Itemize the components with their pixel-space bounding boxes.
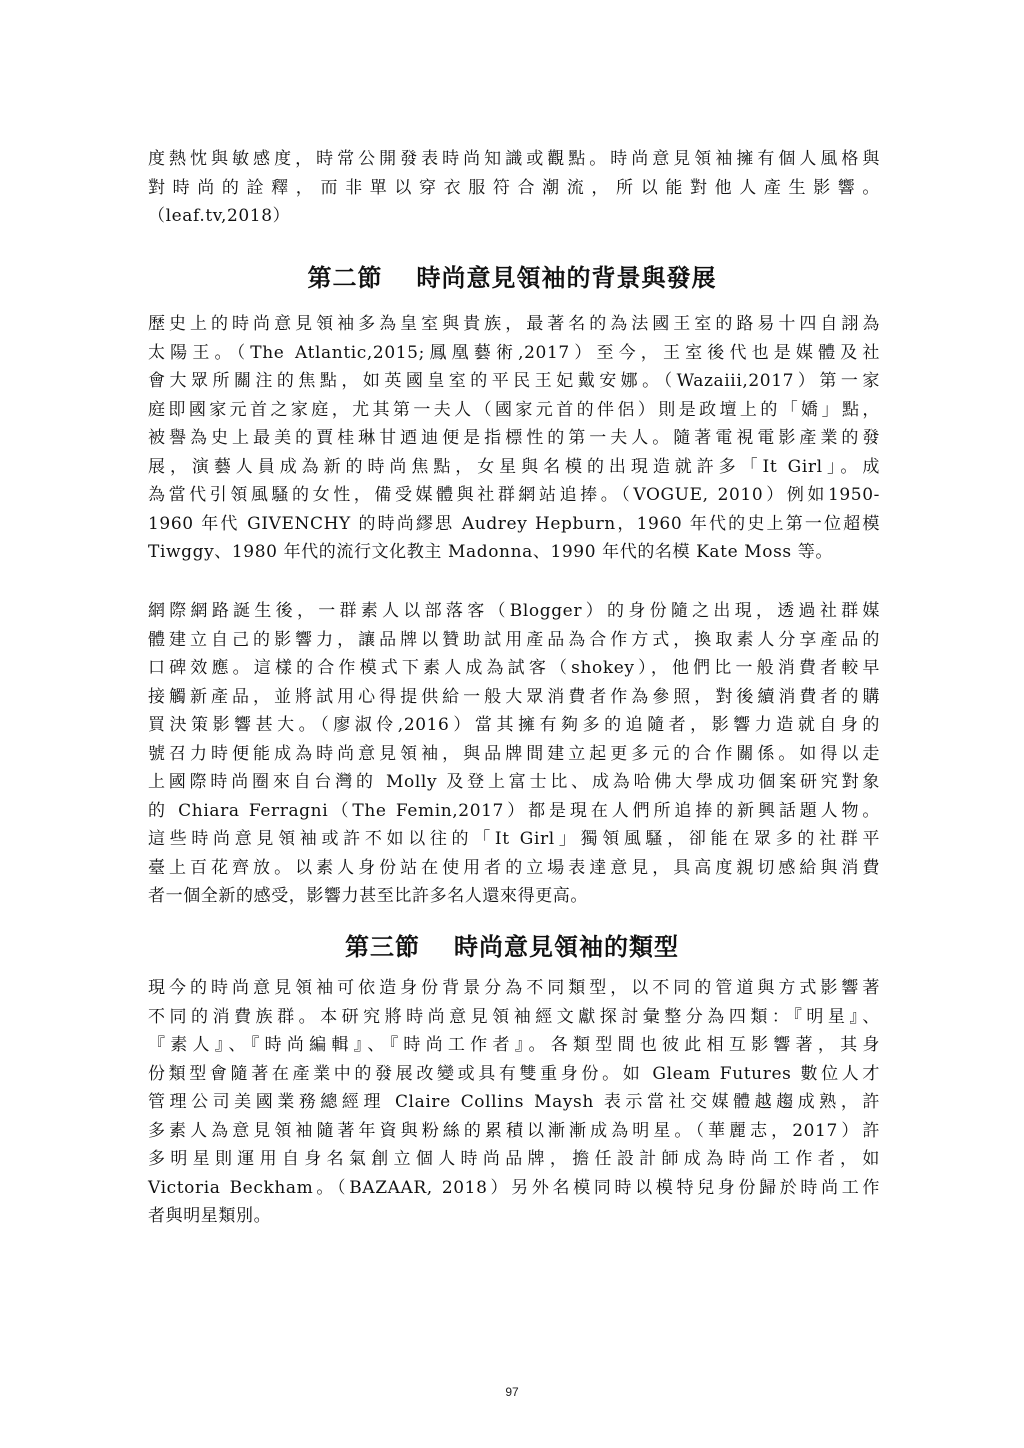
text-line: Tiwggy、1980 年代的流行文化教主 Madonna、1990 年代的名模 Kate Moss 等。	[148, 542, 833, 562]
text-line: 對時尚的詮釋，而非單以穿衣服符合潮流，所以能對他人產生影響。	[148, 177, 880, 198]
section-3-title: 時尚意見領袖的類型	[454, 932, 679, 961]
text-line: 展，演藝人員成為新的時尚焦點，女星與名模的出現造就許多「It Girl」。成	[148, 456, 880, 477]
text-line: 上國際時尚圈來自台灣的 Molly 及登上富士比、成為哈佛大學成功個案研究對象	[148, 772, 880, 792]
text-line: （leaf.tv,2018）	[148, 206, 291, 226]
text-line: 庭即國家元首之家庭，尤其第一夫人（國家元首的伴侶）則是政壇上的「嬌」點，	[148, 399, 880, 420]
text-line: 不同的消費族群。本研究將時尚意見領袖經文獻探討彙整分為四類：『明星』、	[148, 1006, 880, 1027]
text-line: 會大眾所關注的焦點，如英國皇室的平民王妃戴安娜。（Wazaiii,2017）第一家	[148, 371, 880, 391]
section-3-paragraph-1	[148, 974, 880, 1231]
text-line: 者一個全新的感受，影響力甚至比許多名人還來得更高。	[148, 886, 588, 906]
text-line: 1960 年代 GIVENCHY 的時尚繆思 Audrey Hepburn，1960 年代的史上第一位超模	[148, 513, 880, 534]
text-line: 這些時尚意見領袖或許不如以往的「It Girl」獨領風騷，卻能在眾多的社群平	[148, 829, 880, 849]
section-3-number: 第三節	[345, 932, 420, 961]
text-line: 多素人為意見領袖隨著年資與粉絲的累積以漸漸成為明星。（華麗志，2017）許	[148, 1120, 880, 1141]
text-line: 管理公司美國業務總經理 Claire Collins Maysh 表示當社交媒體越趨成熟，許	[148, 1092, 880, 1112]
text-line: Victoria Beckham。（BAZAAR, 2018）另外名模同時以模特兒身份歸於時尚工作	[148, 1177, 880, 1198]
section-3-heading	[0, 927, 1024, 962]
text-line: 度熱忱與敏感度，時常公開發表時尚知識或觀點。時尚意見領袖擁有個人風格與	[148, 149, 880, 169]
text-line: 為當代引領風騷的女性，備受媒體與社群網站追捧。（VOGUE, 2010）例如1950-	[148, 485, 880, 505]
text-line: 買決策影響甚大。（廖淑伶,2016）當其擁有夠多的追隨者，影響力造就自身的	[148, 715, 880, 735]
text-line: 『素人』、『時尚編輯』、『時尚工作者』。各類型間也彼此相互影響著，其身	[148, 1035, 880, 1055]
text-line: 口碑效應。這樣的合作模式下素人成為試客（shokey），他們比一般消費者較早	[148, 658, 880, 678]
text-line: 太陽王。（The Atlantic,2015;鳳凰藝術,2017）至今，王室後代也是媒體及社	[148, 342, 880, 363]
text-line: 被譽為史上最美的賈桂琳甘迺迪便是指標性的第一夫人。隨著電視電影產業的發	[148, 428, 880, 448]
text-line: 臺上百花齊放。以素人身份站在使用者的立場表達意見，具高度親切感給與消費	[148, 857, 880, 878]
text-line: 份類型會隨著在產業中的發展改變或具有雙重身份。如 Gleam Futures 數位人才	[148, 1063, 880, 1084]
section-2-title: 時尚意見領袖的背景與發展	[416, 263, 717, 292]
text-line: 號召力時便能成為時尚意見領袖，與品牌間建立起更多元的合作關係。如得以走	[148, 743, 880, 764]
text-line: 歷史上的時尚意見領袖多為皇室與貴族，最著名的為法國王室的路易十四自詡為	[148, 314, 880, 334]
section-2-number: 第二節	[307, 263, 383, 292]
text-line: 接觸新產品，並將試用心得提供給一般大眾消費者作為參照，對後續消費者的購	[148, 686, 880, 707]
text-line: 者與明星類別。	[148, 1206, 272, 1226]
intro-paragraph	[148, 145, 880, 231]
section-2-paragraph-2	[148, 597, 880, 911]
text-line: 現今的時尚意見領袖可依造身份背景分為不同類型，以不同的管道與方式影響著	[148, 978, 880, 998]
page-number: 97	[505, 1385, 519, 1399]
section-2-paragraph-1	[148, 310, 880, 567]
text-line: 多明星則運用自身名氣創立個人時尚品牌，擔任設計師成為時尚工作者，如	[148, 1149, 880, 1169]
text-line: 的 Chiara Ferragni（The Femin,2017）都是現在人們所追捧的新興話題人物。	[148, 800, 880, 821]
text-line: 網際網路誕生後，一群素人以部落客（Blogger）的身份隨之出現，透過社群媒	[148, 601, 880, 621]
section-2-heading	[0, 258, 1024, 293]
text-line: 體建立自己的影響力，讓品牌以贊助試用產品為合作方式，換取素人分享產品的	[148, 629, 880, 650]
